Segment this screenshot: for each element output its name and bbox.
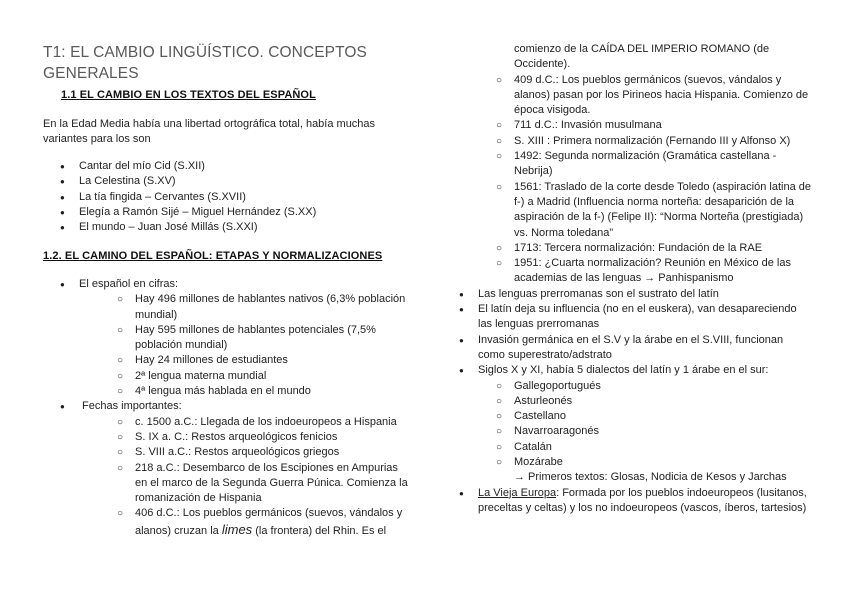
limes-term: limes xyxy=(221,521,253,537)
list-item xyxy=(43,277,413,399)
section-1-intro: En la Edad Media había una libertad ortográfica total, había muchas variantes para los son xyxy=(43,118,376,146)
sub-list-item: ○ Hay 496 millones de hablantes nativos (6,3% población mundial) xyxy=(99,292,413,323)
list-item xyxy=(442,363,813,485)
section-1-number: 1.1 xyxy=(61,89,77,101)
fecha-406-text-end: (la frontera) del Rhin. Es el xyxy=(255,524,387,537)
sub-list-item: ○ Castellano xyxy=(478,409,813,424)
dialectos-sublist xyxy=(478,379,813,471)
fecha-406-text: 406 d.C.: Los pueblos germánicos (suevos, vándalos y alanos) cruzan la xyxy=(135,507,403,537)
vieja-europa-text: : Formada por los pueblos indoeuropeos (lusitanos, preceltas y celtas) y los no indoeuropeos (vascos, íberos, tartesios) xyxy=(478,486,807,514)
list-item: ● Las lenguas prerromanas son el sustrato del latín xyxy=(442,287,813,302)
dialectos-label: Siglos X y XI, había 5 dialectos del latín y 1 árabe en el sur: xyxy=(478,364,769,377)
sub-list-item: ○ 4ª lengua más hablada en el mundo xyxy=(99,384,413,399)
sub-list-item: ○ c. 1500 a.C.: Llegada de los indoeuropeos a Hispania xyxy=(99,415,413,430)
fechas-sublist xyxy=(79,415,413,539)
cifras-label: El español en cifras: xyxy=(79,278,179,290)
sub-list-item: ○ 1492: Segunda normalización (Gramática castellana - Nebrija) xyxy=(478,149,813,180)
works-list xyxy=(43,159,403,235)
sub-list-item: ○ 218 a.C.: Desembarco de los Escipiones en Ampurias en el marco de la Segunda Guerra Púnica. Comienza la romanización de Hispania xyxy=(99,461,413,507)
fechas-right-sublist xyxy=(468,73,813,287)
sub-list-item: ○ 1951: ¿Cuarta normalización? Reunión en México de las academias de las lenguas → Panhispanismo xyxy=(478,256,813,287)
vieja-europa-link[interactable]: La Vieja Europa xyxy=(478,486,557,499)
right-column xyxy=(468,42,813,516)
sub-list-item: ○ Hay 24 millones de estudiantes xyxy=(99,353,413,368)
primeros-textos: → Primeros textos: Glosas, Nodicia de Kesos y Jarchas xyxy=(514,471,787,484)
right-bullets xyxy=(442,287,813,516)
list-item xyxy=(43,399,413,539)
list-item: ● La Celestina (S.XV) xyxy=(43,174,403,189)
sub-list-item: ○ Gallegoportugués xyxy=(478,379,813,394)
list-item: ● Invasión germánica en el S.V y la árabe en el S.VIII, funcionan como superestrato/adstrato xyxy=(442,333,813,364)
list-item: ● El mundo – Juan José Millás (S.XXI) xyxy=(43,220,403,235)
list-item: ● Elegía a Ramón Sijé – Miguel Hernández (S.XX) xyxy=(43,205,403,220)
section-2-left-list xyxy=(43,277,413,539)
fechas-label: Fechas importantes: xyxy=(82,400,182,413)
section-1-heading xyxy=(61,88,316,103)
list-item: ● Cantar del mío Cid (S.XII) xyxy=(43,159,403,174)
sub-list-item: ○ Asturleonés xyxy=(478,394,813,409)
sub-list-item: ○ Navarroaragonés xyxy=(478,424,813,439)
list-item: ● La tía fingida – Cervantes (S.XVII) xyxy=(43,190,403,205)
sub-list-item: ○ Hay 595 millones de hablantes potenciales (7,5% población mundial) xyxy=(99,323,413,354)
sub-list-item: ○ S. XIII : Primera normalización (Fernando III y Alfonso X) xyxy=(478,134,813,149)
list-item xyxy=(442,486,813,517)
sub-list-item: ○ 409 d.C.: Los pueblos germánicos (suevos, vándalos y alanos) pasan por los Pirineos hacia Hispania. Comienzo de época visigoda. xyxy=(478,73,813,119)
sub-list-item: ○ 1713: Tercera normalización: Fundación de la RAE xyxy=(478,241,813,256)
sub-list-item: ○ Catalán xyxy=(478,440,813,455)
sub-list-item: ○ S. VIII a.C.: Restos arqueológicos griegos xyxy=(99,445,413,460)
sub-list-item xyxy=(99,506,413,539)
section-1-title: EL CAMBIO EN LOS TEXTOS DEL ESPAÑOL xyxy=(79,89,316,101)
sub-list-item: ○ S. IX a. C.: Restos arqueológicos fenicios xyxy=(99,430,413,445)
sub-list-item: ○ 2ª lengua materna mundial xyxy=(99,369,413,384)
sub-list-item: ○ 1561: Traslado de la corte desde Toledo (aspiración latina de f-) a Madrid (Influencia norma norteña: desaparición de la aspiración de la f-) (Felipe II): “Norma Norteña (prestigiada) vs. Norma toledana” xyxy=(478,180,813,241)
page-title: T1: EL CAMBIO LINGÜÍSTICO. CONCEPTOS GENERALES xyxy=(43,44,367,82)
cifras-sublist xyxy=(79,292,413,399)
sub-list-item: ○ 711 d.C.: Invasión musulmana xyxy=(478,118,813,133)
list-item: ● El latín deja su influencia (no en el euskera), van desapareciendo las lenguas prerromanas xyxy=(442,302,813,333)
section-2-heading: 1.2. EL CAMINO DEL ESPAÑOL: ETAPAS Y NORMALIZACIONES xyxy=(43,250,383,262)
sub-list-item: ○ Mozárabe xyxy=(478,455,813,470)
fecha-406-continuation: comienzo de la CAÍDA DEL IMPERIO ROMANO (de Occidente). xyxy=(514,43,770,71)
